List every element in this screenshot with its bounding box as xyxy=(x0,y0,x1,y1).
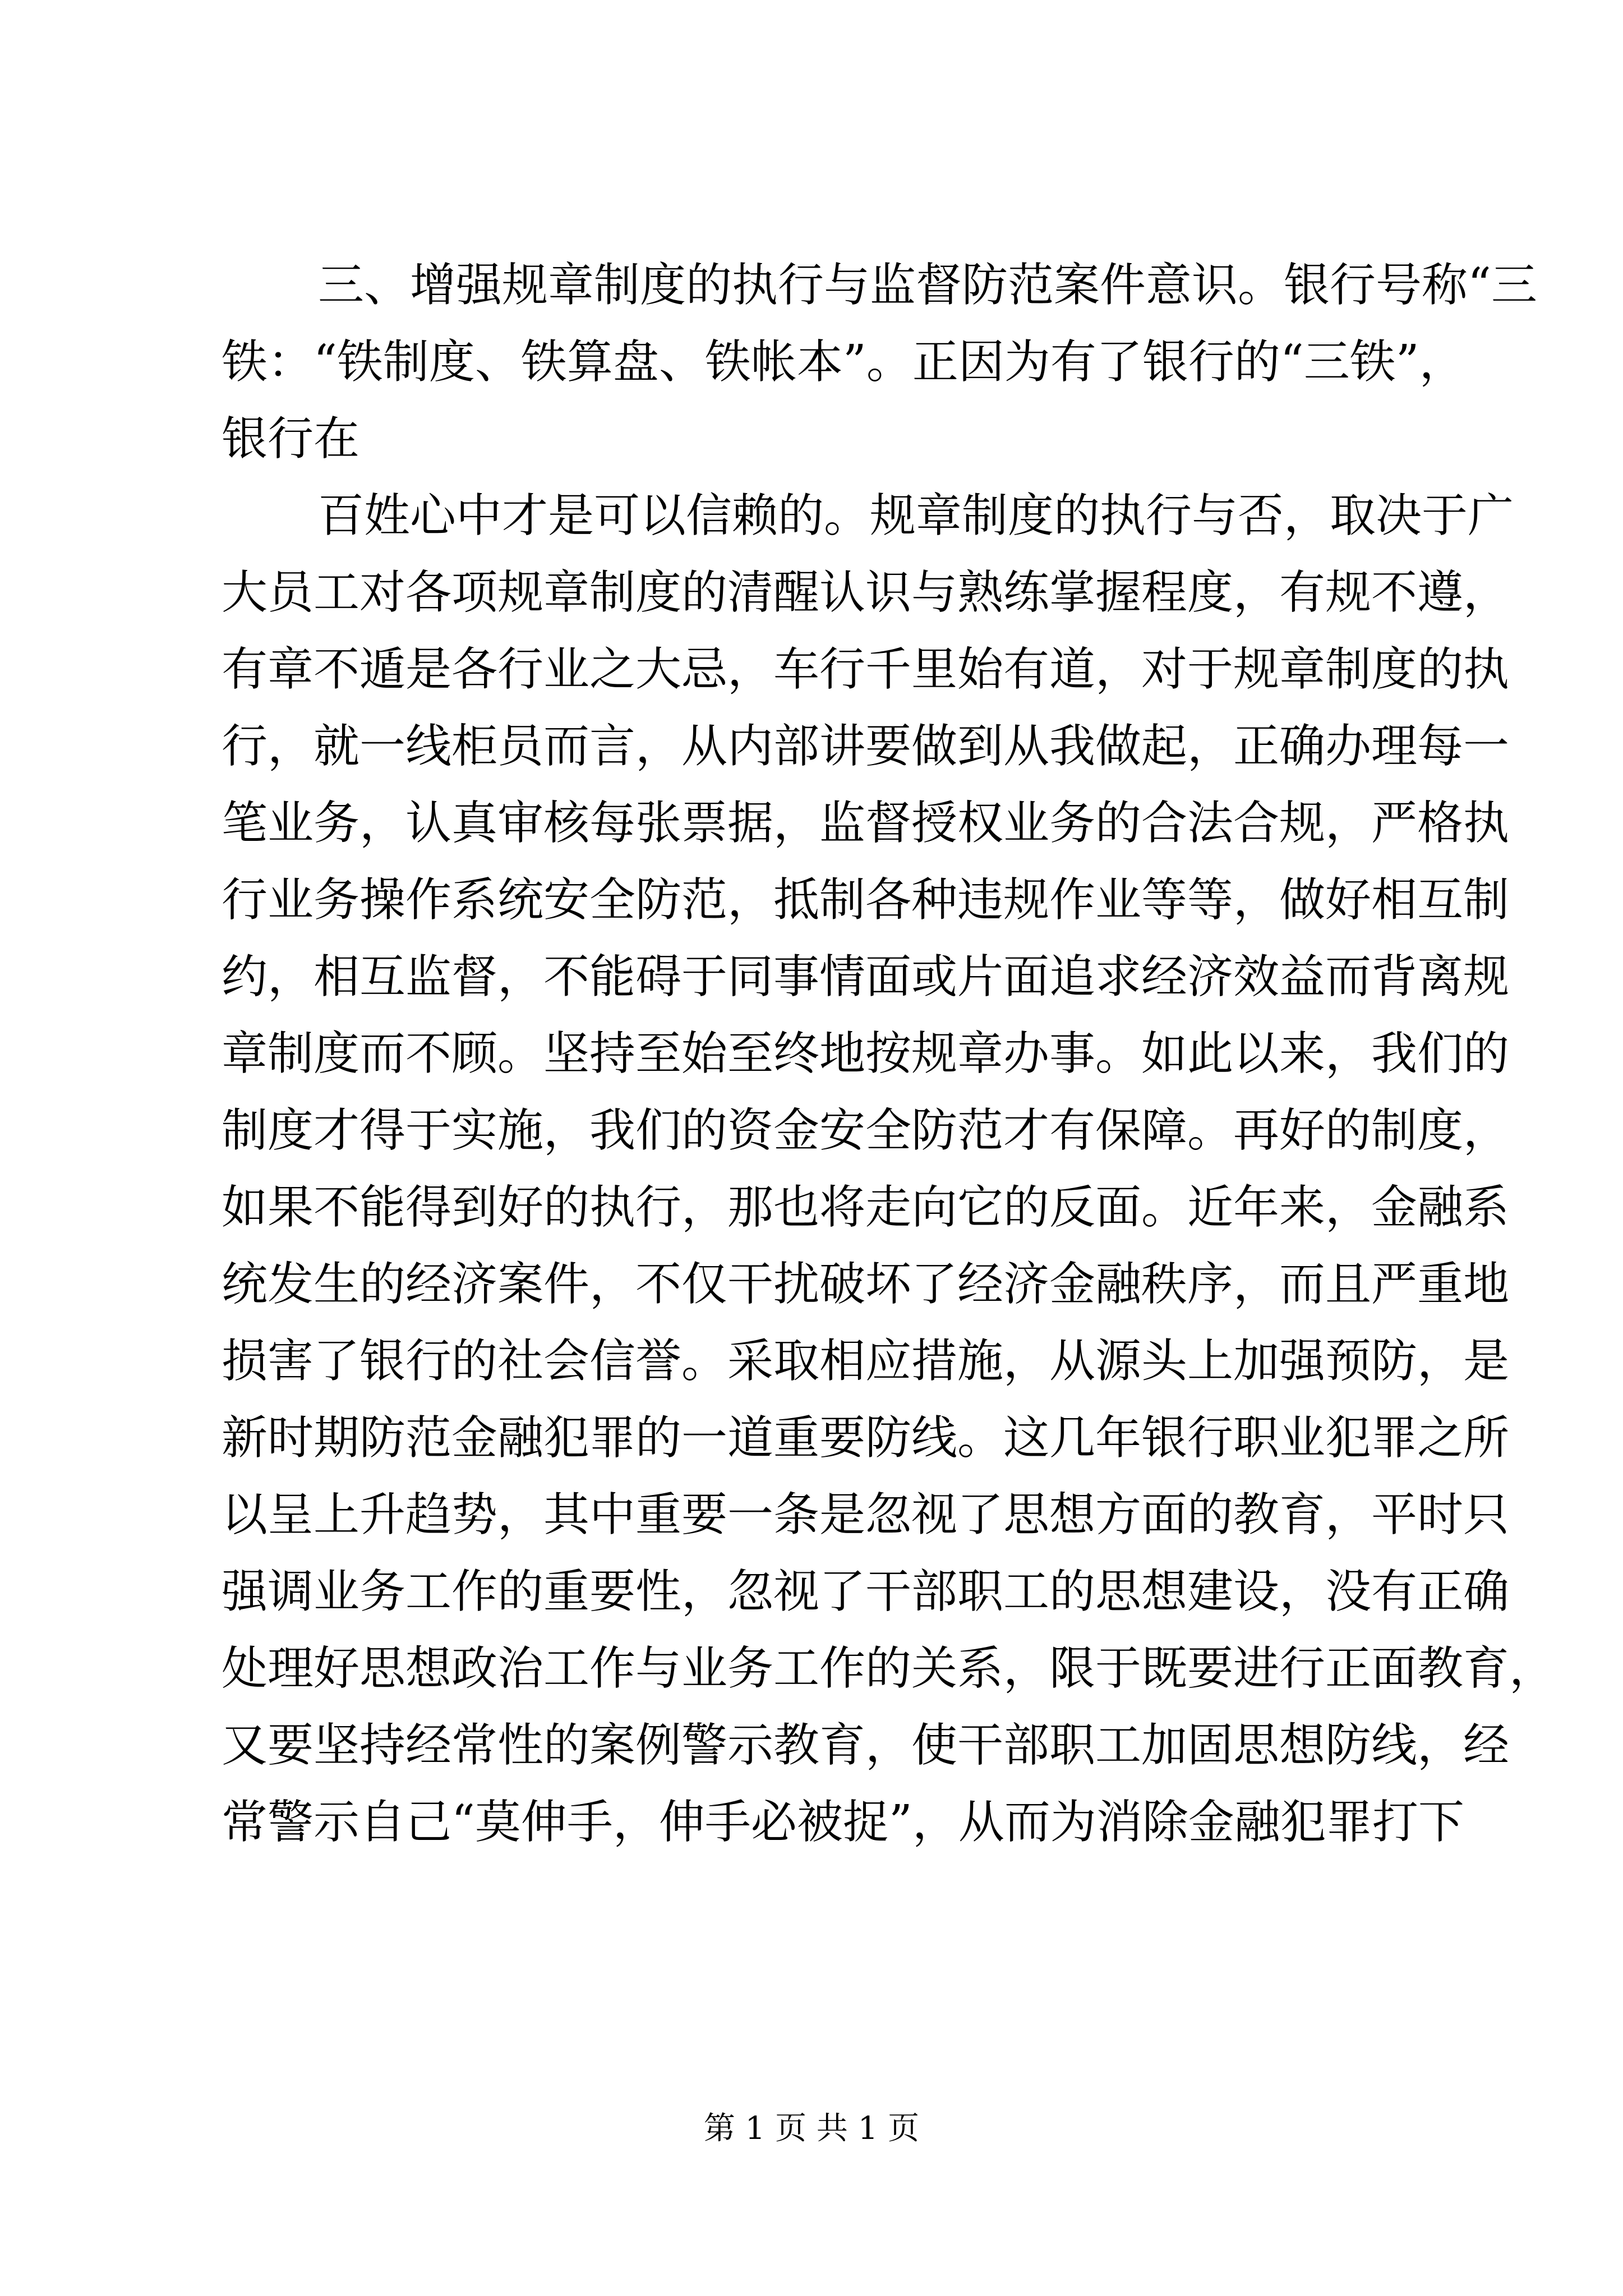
paragraph-2-line-14: 以呈上升趋势，其中重要一条是忽视了思想方面的教育，平时只 xyxy=(222,1488,1510,1542)
paragraph-2-line-13: 新时期防范金融犯罪的一道重要防线。这几年银行职业犯罪之所 xyxy=(222,1411,1510,1465)
paragraph-2-line-5: 笔业务，认真审核每张票据，监督授权业务的合法合规，严格执 xyxy=(222,797,1510,850)
paragraph-2-line-17: 又要坚持经常性的案例警示教育，使干部职工加固思想防线，经 xyxy=(222,1719,1510,1772)
paragraph-2-line-11: 统发生的经济案件，不仅干扰破坏了经济金融秩序，而且严重地 xyxy=(222,1258,1510,1311)
paragraph-2-line-1: 百姓心中才是可以信赖的。规章制度的执行与否，取决于广 xyxy=(318,489,1514,542)
paragraph-1-line-2: 铁：“铁制度、铁算盘、铁帐本”。正因为有了银行的“三铁”， xyxy=(222,335,1465,389)
paragraph-2-line-18: 常警示自己“莫伸手，伸手必被捉”，从而为消除金融犯罪打下 xyxy=(222,1796,1464,1849)
paragraph-1-line-3: 银行在 xyxy=(222,412,360,466)
page-number-footer: 第 1 页 共 1 页 xyxy=(703,2110,920,2147)
paragraph-2-line-10: 如果不能得到好的执行，那也将走向它的反面。近年来，金融系 xyxy=(222,1181,1510,1234)
paragraph-2-line-16: 处理好思想政治工作与业务工作的关系，限于既要进行正面教育， xyxy=(222,1642,1556,1695)
paragraph-2-line-4: 行，就一线柜员而言，从内部讲要做到从我做起，正确办理每一 xyxy=(222,720,1510,773)
paragraph-2-line-7: 约，相互监督，不能碍于同事情面或片面追求经济效益而背离规 xyxy=(222,950,1510,1004)
paragraph-2-line-8: 章制度而不顾。坚持至始至终地按规章办事。如此以来，我们的 xyxy=(222,1027,1510,1080)
body-text xyxy=(222,247,1556,1861)
paragraph-2-line-6: 行业务操作系统安全防范，抵制各种违规作业等等，做好相互制 xyxy=(222,873,1510,927)
paragraph-2-line-15: 强调业务工作的重要性，忽视了干部职工的思想建设，没有正确 xyxy=(222,1565,1510,1618)
paragraph-2-line-2: 大员工对各项规章制度的清醒认识与熟练掌握程度，有规不遵， xyxy=(222,566,1510,619)
paragraph-2-line-12: 损害了银行的社会信誉。采取相应措施，从源头上加强预防，是 xyxy=(222,1335,1510,1388)
paragraph-1-line-1: 三、增强规章制度的执行与监督防范案件意识。银行号称“三 xyxy=(318,259,1537,312)
paragraph-2-line-9: 制度才得于实施，我们的资金安全防范才有保障。再好的制度， xyxy=(222,1104,1510,1157)
paragraph-2-line-3: 有章不遁是各行业之大忌，车行千里始有道，对于规章制度的执 xyxy=(222,643,1510,696)
